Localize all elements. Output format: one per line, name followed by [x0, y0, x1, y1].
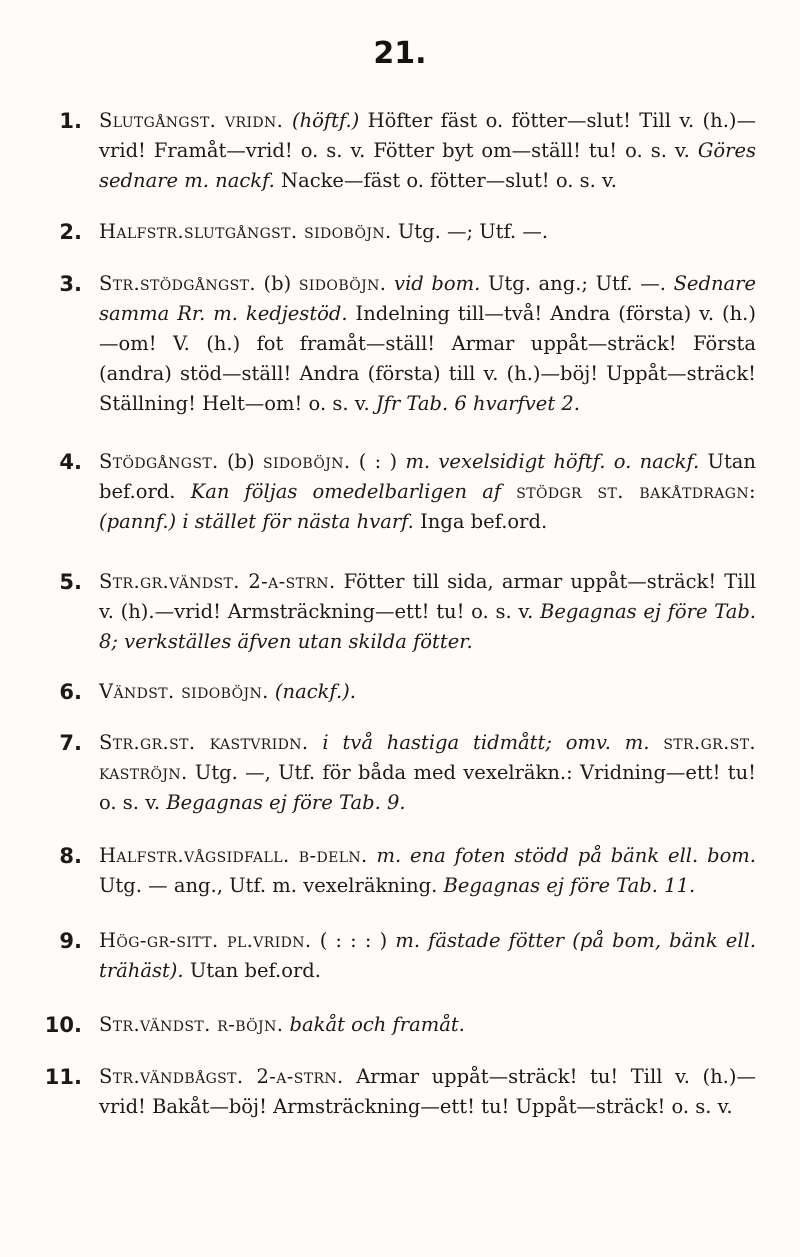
entry-number: 1. [59, 109, 82, 133]
instruction: Utg. ang.; Utf. —. [480, 272, 674, 295]
exercise-name: Vändst. sidoböjn. [99, 680, 269, 703]
instruction: Utg. —, Utf. för båda med vexelräkn.: Vridning—ett! tu! o. s. v. [99, 761, 756, 814]
note: (nackf.). [274, 680, 356, 703]
instruction: Utg. — ang., Utf. m. vexelräkning. [99, 874, 444, 897]
entry [0, 1062, 800, 1122]
instruction [309, 731, 323, 754]
instruction: Utan bef.ord. [183, 959, 321, 982]
instruction: Armar uppåt—sträck! tu! Till v. (h.)—vrid! Bakåt—böj! Armsträckning—ett! tu! Uppåt—sträck! o. s. v. [99, 1065, 756, 1118]
entry-list [0, 106, 800, 1122]
instruction: Indelning till—två! Andra (första) v. (h.)—om! V. (h.) fot framåt—ställ! Armar uppåt—sträck! Första (andra) stöd—ställ! Andra (första) till v. (h.)—böj! Uppåt—sträck! Ställning! Helt—om! o. s. v. [99, 302, 756, 415]
instruction: (b) [218, 450, 263, 473]
instruction: Höfter fäst o. fötter—slut! Till v. (h.)—vrid! Framåt—vrid! o. s. v. Fötter byt om—ställ! tu! o. s. v. [99, 109, 757, 162]
exercise-name: Str.gr.st. kastvridn. [99, 731, 309, 754]
entry-number: 8. [59, 844, 82, 868]
exercise-name: Halfstr.slutgångst. sidoböjn. [99, 220, 392, 243]
instruction [649, 731, 663, 754]
note: m. fästade fötter (på bom, bänk ell. trähäst). [99, 929, 757, 982]
exercise-name: Str.vändbågst. 2-a-strn. [99, 1065, 344, 1088]
note: m. vexelsidigt höftf. o. nackf. [405, 450, 700, 473]
entry-number: 3. [59, 272, 82, 296]
exercise-name: Halfstr.vågsidfall. b-deln. [99, 844, 368, 867]
entry-number: 5. [59, 570, 82, 594]
note: bakåt och framåt. [289, 1013, 465, 1036]
instruction: ( : : : ) [311, 929, 396, 952]
exercise-name: Hög-gr-sitt. pl.vridn. [99, 929, 312, 952]
exercise-name: Str.stödgångst. [99, 272, 256, 295]
entry [0, 926, 800, 986]
exercise-name: str.gr.st. kaströjn. [99, 731, 757, 784]
note: Begagnas ej före Tab. 11. [443, 874, 696, 897]
instruction [368, 844, 377, 867]
instruction: Fötter till sida, armar uppåt—sträck! Till v. (h).—vrid! Armsträckning—ett! tu! o. s. v. [99, 570, 756, 623]
exercise-name: Slutgångst. vridn. [99, 109, 292, 132]
entry-number: 10. [44, 1013, 82, 1037]
note: Jfr Tab. 6 hvarfvet 2. [375, 392, 580, 415]
exercise-name: stödgr st. bakåtdragn: [516, 480, 756, 503]
entry [0, 728, 800, 818]
instruction: (b) [255, 272, 299, 295]
instruction: Utan bef.ord. [99, 450, 756, 503]
entry [0, 841, 800, 901]
page-number: 21. [373, 36, 427, 71]
exercise-name: Stödgångst. [99, 450, 219, 473]
instruction: ( : ) [350, 450, 406, 473]
entry [0, 106, 800, 196]
instruction [386, 272, 394, 295]
entry-number: 7. [59, 731, 82, 755]
exercise-name: Str.vändst. r-böjn. [99, 1013, 284, 1036]
instruction: Utg. —; Utf. —. [391, 220, 549, 243]
entry-number: 4. [59, 450, 82, 474]
entry-number: 6. [59, 680, 82, 704]
note: i två hastiga tidmått; omv. m. [322, 731, 650, 754]
note: Göres sednare m. nackf. [99, 139, 756, 192]
entry [0, 217, 800, 247]
entry-number: 2. [59, 220, 82, 244]
note: Begagnas ej före Tab. 9. [166, 791, 406, 814]
exercise-name: sidoböjn. [298, 272, 387, 295]
entry [0, 677, 800, 707]
note: Kan följas omedelbarligen af [190, 480, 502, 503]
entry [0, 567, 800, 657]
entry [0, 447, 800, 537]
note: Sednare samma Rr. m. kedjestöd. [99, 272, 756, 325]
exercise-name: Str.gr.vändst. 2-a-strn. [99, 570, 336, 593]
note: m. ena foten stödd på bänk ell. bom. [376, 844, 756, 867]
instruction: Inga bef.ord. [413, 510, 548, 533]
instruction [501, 480, 516, 503]
entry [0, 269, 800, 419]
entry [0, 1010, 800, 1040]
note: (pannf.) i stället för nästa hvarf. [99, 510, 414, 533]
note: Begagnas ej före Tab. 8; verkställes äfven utan skilda fötter. [99, 600, 756, 653]
entry-number: 9. [59, 929, 82, 953]
exercise-name: sidoböjn. [262, 450, 351, 473]
note: vid bom. [394, 272, 481, 295]
instruction: Nacke—fäst o. fötter—slut! o. s. v. [274, 169, 617, 192]
note: (höftf.) [291, 109, 360, 132]
entry-number: 11. [44, 1065, 82, 1089]
